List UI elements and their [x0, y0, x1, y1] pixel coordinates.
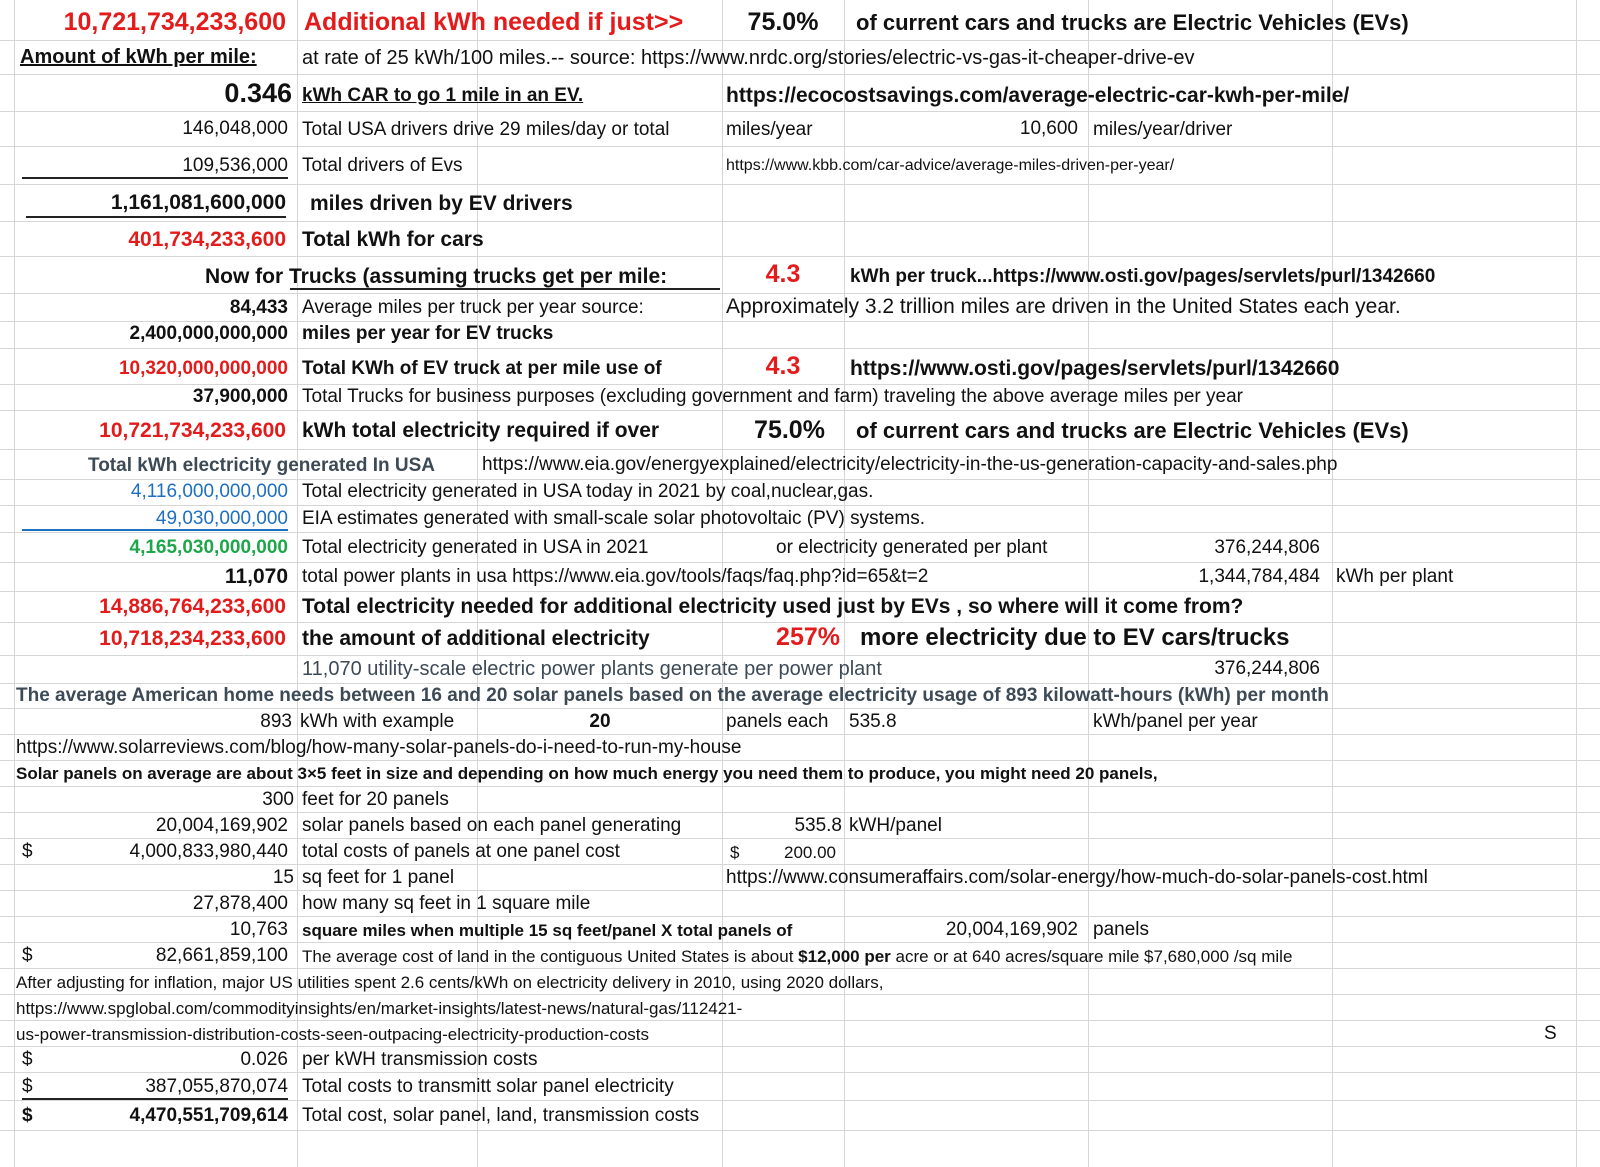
cell-trucks-header[interactable]: Now for Trucks (assuming trucks get per mile: — [205, 265, 668, 288]
cell-example-panels[interactable]: 20 — [589, 711, 611, 732]
cell-panels-cost[interactable]: 4,000,833,980,440 — [129, 841, 288, 862]
cell-panel-size-note[interactable]: Solar panels on average are about 3×5 feet in size and depending on how much energy you need them to produce, you might need 20 panels, — [16, 764, 1158, 783]
cell-total-panels-unit[interactable]: panels — [1093, 919, 1149, 940]
cell-ev-drivers[interactable]: 109,536,000 — [182, 155, 288, 176]
cell-solarreviews-url[interactable]: https://www.solarreviews.com/blog/how-many-solar-panels-do-i-need-to-run-my-house — [16, 737, 742, 758]
cell-kwh-per-panel-unit[interactable]: kWh/panel per year — [1093, 711, 1258, 732]
cell-sqft-per-panel[interactable]: 15 — [272, 867, 294, 888]
cell-square-miles-label[interactable]: square miles when multiple 15 sq feet/panel X total panels of — [302, 921, 793, 940]
cell-sqft-per-mile[interactable]: 27,878,400 — [192, 893, 288, 914]
cell-currency-3: $ — [22, 945, 33, 966]
cell-panels-cost-label[interactable]: total costs of panels at one panel cost — [302, 841, 620, 862]
cell-total-generated-label[interactable]: Total electricity generated in USA in 2021 — [302, 537, 649, 558]
cell-total-kwh-required-label[interactable]: kWh total electricity required if over — [302, 419, 660, 442]
cell-transmission-cost[interactable]: 387,055,870,074 — [145, 1076, 288, 1097]
cell-truck-kwh-source[interactable]: kWh per truck...https://www.osti.gov/pages/servlets/purl/1342660 — [850, 266, 1436, 287]
cell-ev-percent-desc[interactable]: of current cars and trucks are Electric Vehicles (EVs) — [856, 10, 1409, 35]
cell-miles-per-driver-unit[interactable]: miles/year/driver — [1093, 119, 1233, 140]
cell-panels-needed[interactable]: 20,004,169,902 — [155, 815, 288, 836]
cell-additional-electricity-label[interactable]: the amount of additional electricity — [302, 627, 650, 650]
cell-power-plants[interactable]: 11,070 — [224, 565, 288, 588]
cell-panels-each-label[interactable]: panels each — [726, 711, 829, 732]
cell-ev-truck-miles[interactable]: 2,400,000,000,000 — [129, 323, 288, 344]
cell-transmission-rate[interactable]: 0.026 — [240, 1049, 288, 1070]
cell-business-trucks-label[interactable]: Total Trucks for business purposes (excluding government and farm) traveling the above average miles per year — [302, 386, 1243, 407]
cell-solar-panels-note[interactable]: The average American home needs between 16 and 20 solar panels based on the average electricity usage of 893 kilowatt-hours (kWh) per month — [16, 685, 1329, 706]
cell-total-kwh-required[interactable]: 10,721,734,233,600 — [99, 419, 286, 442]
cell-land-cost[interactable]: 82,661,859,100 — [155, 945, 288, 966]
cell-consumeraffairs-url[interactable]: https://www.consumeraffairs.com/solar-energy/how-much-do-solar-panels-cost.html — [726, 867, 1428, 888]
cell-ev-percent-repeat[interactable]: 75.0% — [754, 416, 825, 444]
cell-increase-desc[interactable]: more electricity due to EV cars/trucks — [860, 624, 1290, 651]
cell-panels-needed-label[interactable]: solar panels based on each panel generating — [302, 815, 682, 836]
cell-monthly-kwh[interactable]: 893 — [260, 711, 292, 732]
cell-per-plant-value[interactable]: 376,244,806 — [1214, 537, 1320, 558]
cell-total-needed-label[interactable]: Total electricity needed for additional electricity used just by EVs , so where will it come from? — [302, 595, 1244, 618]
cell-car-kwh-total[interactable]: 401,734,233,600 — [128, 228, 286, 251]
cell-rate-source[interactable]: at rate of 25 kWh/100 miles.-- source: https://www.nrdc.org/stories/electric-vs-gas-it-cheaper-drive-ev — [302, 47, 1195, 69]
cell-monthly-kwh-label[interactable]: kWh with example — [300, 711, 455, 732]
cell-total-generated[interactable]: 4,165,030,000,000 — [129, 537, 288, 558]
cell-transmission-rate-label[interactable]: per kWH transmission costs — [302, 1049, 538, 1070]
cell-kwh-per-panel[interactable]: 535.8 — [849, 711, 897, 732]
cell-grand-total[interactable]: 4,470,551,709,614 — [129, 1105, 288, 1126]
cell-currency-6: $ — [22, 1105, 33, 1126]
cell-drivers-label[interactable]: Total USA drivers drive 29 miles/day or total — [302, 119, 670, 140]
cell-ev-miles-label[interactable]: miles driven by EV drivers — [310, 192, 573, 215]
cell-currency: $ — [22, 841, 33, 862]
cell-truncated-edge[interactable]: S — [1544, 1023, 1557, 1044]
cell-ev-truck-miles-label[interactable]: miles per year for EV trucks — [302, 323, 554, 344]
cell-miles-per-driver[interactable]: 10,600 — [1019, 118, 1078, 139]
cell-truck-kwh-total[interactable]: 10,320,000,000,000 — [118, 358, 288, 379]
cell-ecocost-url[interactable]: https://ecocostsavings.com/average-electric-car-kwh-per-mile/ — [726, 84, 1350, 107]
cell-business-trucks[interactable]: 37,900,000 — [192, 386, 288, 407]
cell-increase-percent[interactable]: 257% — [776, 623, 840, 651]
cell-kwh-car-label[interactable]: kWh CAR to go 1 mile in an EV. — [302, 85, 584, 106]
cell-truck-rate-repeat[interactable]: 4.3 — [765, 352, 801, 380]
cell-miles-per-truck-label[interactable]: Average miles per truck per year source: — [302, 297, 644, 318]
cell-transmission-cost-label[interactable]: Total costs to transmitt solar panel electricity — [302, 1076, 674, 1097]
cell-utility-per-plant[interactable]: 376,244,806 — [1214, 658, 1320, 679]
cell-kwh-per-mile-label[interactable]: Amount of kWh per mile: — [20, 46, 257, 68]
cell-currency-5: $ — [22, 1076, 33, 1097]
cell-us-miles-note[interactable]: Approximately 3.2 trillion miles are driven in the United States each year. — [726, 295, 1401, 318]
cell-solar-pv-label[interactable]: EIA estimates generated with small-scale solar photovoltaic (PV) systems. — [302, 508, 926, 529]
cell-spglobal-url[interactable]: https://www.spglobal.com/commodityinsights/en/market-insights/latest-news/natural-gas/112421- — [16, 999, 743, 1018]
cell-usa-drivers[interactable]: 146,048,000 — [182, 118, 288, 139]
cell-ev-miles[interactable]: 1,161,081,600,000 — [110, 191, 286, 214]
cell-per-plant-label[interactable]: or electricity generated per plant — [776, 537, 1048, 558]
cell-osti-url[interactable]: https://www.osti.gov/pages/servlets/purl/1342660 — [850, 357, 1340, 380]
cell-grand-total-label[interactable]: Total cost, solar panel, land, transmission costs — [302, 1105, 700, 1126]
cell-generated-2021-label[interactable]: Total electricity generated in USA today in 2021 by coal,nuclear,gas. — [302, 481, 874, 502]
cell-truck-kwh-rate[interactable]: 4.3 — [765, 260, 801, 288]
cell-miles-year-label[interactable]: miles/year — [726, 119, 813, 140]
cell-panel-generation[interactable]: 535.8 — [794, 815, 842, 836]
cell-utilities-note[interactable]: After adjusting for inflation, major US utilities spent 2.6 cents/kWh on electricity delivery in 2010, using 2020 dollars, — [16, 973, 884, 992]
cell-total-panels[interactable]: 20,004,169,902 — [945, 919, 1078, 940]
cell-ev-percent-desc-repeat[interactable]: of current cars and trucks are Electric Vehicles (EVs) — [856, 418, 1409, 443]
cell-utility-plants-note[interactable]: 11,070 utility-scale electric power plants generate per power plant — [302, 658, 882, 680]
cell-generated-usa-header[interactable]: Total kWh electricity generated In USA — [88, 455, 436, 476]
cell-solar-pv[interactable]: 49,030,000,000 — [155, 508, 288, 529]
cell-kbb-url[interactable]: https://www.kbb.com/car-advice/average-miles-driven-per-year/ — [726, 157, 1175, 174]
cell-ev-drivers-label[interactable]: Total drivers of Evs — [302, 155, 463, 176]
cell-eia-url[interactable]: https://www.eia.gov/energyexplained/electricity/electricity-in-the-us-generation-capacity-and-sales.php — [482, 454, 1338, 475]
cell-panel-generation-unit[interactable]: kWH/panel — [849, 815, 942, 836]
cell-truck-kwh-label[interactable]: Total KWh of EV truck at per mile use of — [302, 358, 662, 379]
cell-land-cost-label[interactable]: The average cost of land in the contiguous United States is about $12,000 per acre or at 640 acres/square mile $7,680,000 /sq mile — [302, 947, 1293, 966]
cell-square-miles[interactable]: 10,763 — [229, 919, 288, 940]
cell-kwh-per-mile[interactable]: 0.346 — [224, 78, 292, 108]
cell-kwh-per-plant-unit[interactable]: kWh per plant — [1336, 566, 1454, 587]
cell-additional-electricity[interactable]: 10,718,234,233,600 — [99, 627, 286, 650]
cell-power-plants-label[interactable]: total power plants in usa https://www.eia.gov/tools/faqs/faq.php?id=65&t=2 — [302, 566, 929, 587]
cell-additional-kwh-label[interactable]: Additional kWh needed if just>> — [304, 8, 684, 36]
cell-panel-feet[interactable]: 300 — [262, 789, 294, 810]
cell-miles-per-truck[interactable]: 84,433 — [229, 297, 288, 318]
cell-panel-feet-label[interactable]: feet for 20 panels — [302, 789, 449, 810]
cell-ev-percent[interactable]: 75.0% — [747, 8, 819, 36]
cell-kwh-per-plant[interactable]: 1,344,784,484 — [1198, 566, 1320, 587]
cell-currency-4: $ — [22, 1049, 33, 1070]
cell-panel-unit-cost[interactable]: 200.00 — [784, 843, 836, 862]
cell-generated-2021[interactable]: 4,116,000,000,000 — [130, 481, 288, 502]
cell-sqft-per-panel-label[interactable]: sq feet for 1 panel — [302, 867, 455, 888]
cell-total-needed[interactable]: 14,886,764,233,600 — [99, 595, 286, 618]
cell-car-kwh-label[interactable]: Total kWh for cars — [302, 228, 484, 251]
cell-additional-kwh-total[interactable]: 10,721,734,233,600 — [63, 8, 286, 36]
cell-sqft-per-mile-label[interactable]: how many sq feet in 1 square mile — [302, 893, 591, 914]
cell-currency-2: $ — [730, 843, 740, 862]
cell-spglobal-url-cont[interactable]: us-power-transmission-distribution-costs-seen-outpacing-electricity-production-costs — [16, 1025, 650, 1044]
